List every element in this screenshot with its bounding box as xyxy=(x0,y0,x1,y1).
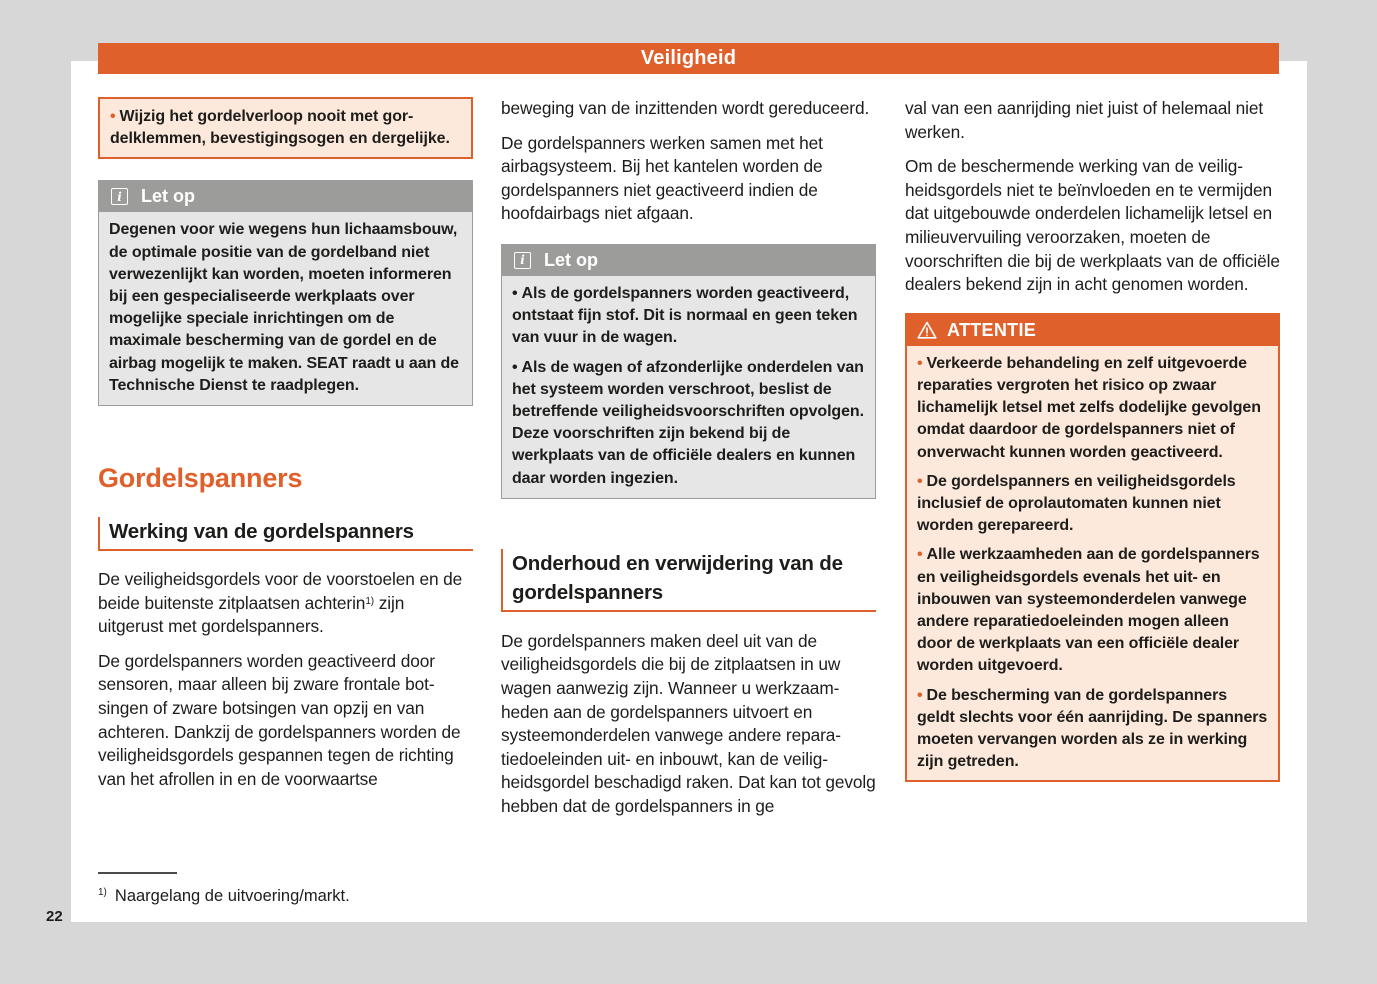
note-text: Degenen voor wie wegens hun lichaamsbouw, de optimale positie van de gordelband niet verwezenlijkt kan worden, moeten informeren bij een gespecialiseerde werkplaats over mogelijke speciale inrichtingen om de maximale bescherming van de gordel en de airbag mogelijk te maken. SEAT raadt u aan de Technische Dienst te raadplegen. xyxy=(109,221,459,394)
bullet-icon: • xyxy=(917,546,923,564)
attention-header xyxy=(907,315,1278,346)
paragraph: De veiligheidsgordels voor de voorstoelen en de beide buitenste zitplaatsen achterin$^{1)}$ zijn uitgerust met gordelspanners. xyxy=(98,569,463,637)
note-item: • Als de gordelspanners worden geactiveerd, ontstaat fijn stof. Dit is normaal en geen teken van vuur in de wagen. xyxy=(512,284,858,347)
note-header xyxy=(502,245,875,276)
paragraph: val van een aanrijding niet juist of helemaal niet werken. xyxy=(905,98,1264,142)
paragraph: beweging van de inzittenden wordt gereduceerd. xyxy=(501,98,870,118)
chapter-title: Veiligheid xyxy=(640,47,737,69)
subsection-title: Werking van de gordelspanners xyxy=(98,517,473,551)
footnote-text: Naargelang de uitvoering/markt. xyxy=(114,887,350,905)
footnote xyxy=(98,887,350,906)
attention-item: • De gordelspanners en veiligheidsgordels inclusief de oprolautomaten kunnen niet worden gerepareerd. xyxy=(917,472,1236,535)
note-box xyxy=(98,180,473,406)
paragraph: De gordelspanners worden geactiveerd door sensoren, maar alleen bij zware frontale botsingen of zware botsingen van opzij en van achteren. Dankzij de gordelspanners worden de veiligheidsgordels gespannen tegen de richting van het afrollen in en de voorwaartse xyxy=(98,650,461,789)
bullet-icon: • xyxy=(110,108,116,125)
attention-item: • De bescherming van de gordelspanners geldt slechts voor één aanrijding. De spanners moeten vervangen worden als ze in werking zijn getreden. xyxy=(917,686,1268,771)
attention-title: ATTENTIE xyxy=(947,319,1037,340)
footnote-marker: 1) xyxy=(98,887,107,898)
paragraph: De gordelspanners werken samen met het airbagsysteem. Bij het kantelen worden de gordelspanners niet geactiveerd indien de hoofdairbags niet afgaan. xyxy=(501,132,823,224)
info-icon: i xyxy=(514,252,531,269)
warning-triangle-icon xyxy=(917,321,937,339)
paragraph: Om de beschermende werking van de veiligheidsgordels niet te beïnvloeden en te vermijden dat uitgebouwde onderdelen lichamelijk letsel en milieuvervuiling veroorzaken, moeten de voorschriften die bij de werkplaats van de officiële dealers bekend zijn in acht genomen worden. xyxy=(905,156,1280,295)
info-icon: i xyxy=(111,188,128,205)
column-1 xyxy=(98,97,473,802)
note-item: • Als de wagen of afzonderlijke onderdelen van het systeem worden verschroot, beslist de betreffende veiligheidsvoorschriften opvolgen. Deze voorschriften zijn bekend bij de werkplaats van de officiële dealers en kunnen daar worden ingezien. xyxy=(512,358,864,487)
page-number: 22 xyxy=(46,908,63,925)
subsection-title: Onderhoud en verwijdering van de gordelspanners xyxy=(501,549,876,612)
note-title: Let op xyxy=(544,249,598,270)
chapter-header xyxy=(98,43,1279,74)
bullet-icon: • xyxy=(512,358,518,376)
paragraph: De gordelspanners maken deel uit van de veiligheidsgordels die bij de zitplaatsen in uw wagen aanwezig zijn. Wanneer u werkzaamheden aan de gordelspanners uitvoert en systeemonderdelen vanwege andere reparatiedoeleinden uit- en inbouwt, kan de veiligheidsgordel beschadigd raken. Dat kan tot gevolg hebben dat de gordelspanners in ge xyxy=(501,630,876,816)
footnote-reference[interactable]: 1) xyxy=(365,595,375,607)
attention-item: • Alle werkzaamheden aan de gordelspanners en veiligheidsgordels evenals het uit- en inbouwen van systeemonderdelen vanwege andere reparatiedoeleinden mogen alleen door de werkplaats van een officiële dealer worden uitgevoerd. xyxy=(917,546,1260,675)
column-2 xyxy=(501,97,876,830)
warning-item: Wijzig het gordelverloop nooit met gordelklemmen, bevestigingsogen en dergelijke. xyxy=(110,108,450,148)
warning-box xyxy=(98,97,473,159)
attention-item: • Verkeerde behandeling en zelf uitgevoerde reparaties vergroten het risico op zwaar lichamelijk letsel met zelfs dodelijke gevolgen omdat daardoor de gordelspanners niet of onverwacht kunnen worden geactiveerd. xyxy=(917,354,1261,461)
bullet-icon: • xyxy=(512,284,518,302)
column-3 xyxy=(905,97,1280,782)
bullet-icon: • xyxy=(917,354,923,372)
note-box xyxy=(501,244,876,499)
section-title: Gordelspanners xyxy=(98,463,303,494)
attention-box xyxy=(905,313,1280,783)
note-title: Let op xyxy=(141,186,195,207)
bullet-icon: • xyxy=(917,472,923,490)
note-header xyxy=(99,181,472,212)
footnote-divider xyxy=(98,872,177,874)
bullet-icon: • xyxy=(917,686,923,704)
